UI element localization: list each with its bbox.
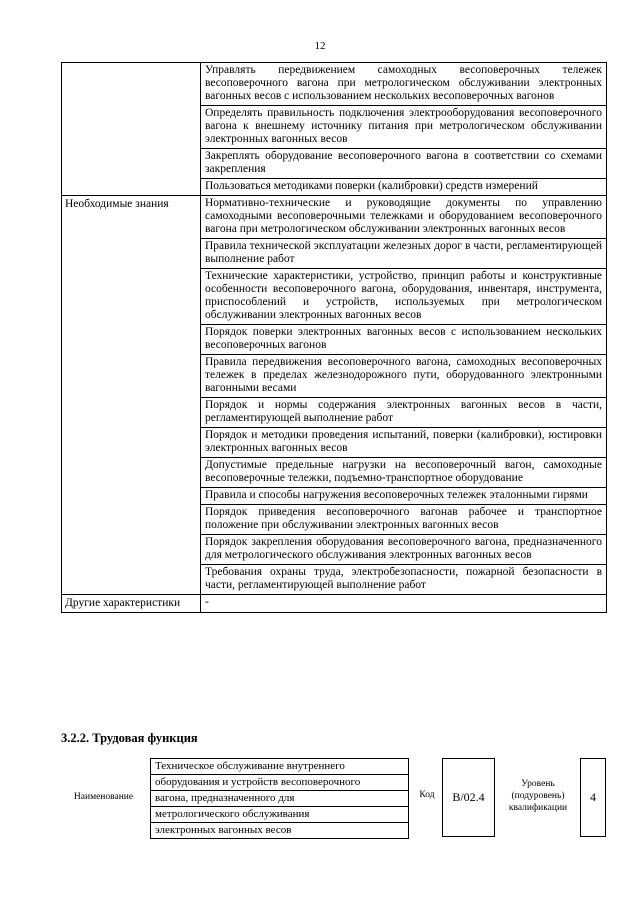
row-text: Правила технической эксплуатации железных дорог в части, регламентирующей выполнение работ	[201, 239, 607, 269]
row-text: Порядок и методики проведения испытаний, поверки (калибровки), юстировки электронных вагонных весов	[201, 428, 607, 458]
row-text: Требования охраны труда, электробезопасности, пожарной безопасности в части, регламентирующей выполнение работ	[201, 565, 607, 595]
row-text: Нормативно-технические и руководящие документы по управлению самоходными весоповерочными тележками и оборудованием весоповерочного вагона при метрологическом обслуживании электронных вагонных весов	[201, 196, 607, 239]
row-text: Порядок и нормы содержания электронных вагонных весов в части, регламентирующей выполнение работ	[201, 398, 607, 428]
table-row	[62, 595, 607, 613]
table-row	[62, 196, 607, 239]
code-label: Код	[419, 790, 435, 800]
function-name-line: электронных вагонных весов	[155, 824, 292, 836]
function-name-line: метрологического обслуживания	[151, 807, 408, 823]
requirements-table	[61, 62, 607, 613]
table-row	[62, 63, 607, 106]
qualification-level-value: 4	[580, 758, 606, 837]
row-text: Закреплять оборудование весоповерочного вагона в соответствии со схемами закрепления	[201, 149, 607, 179]
function-name-box	[150, 758, 409, 839]
row-text: -	[201, 595, 607, 613]
name-label: Наименование	[73, 792, 134, 802]
row-label	[62, 63, 201, 196]
qualification-level-label: Уровень (подуровень) квалификации	[508, 779, 568, 813]
row-text: Правила передвижения весоповерочного вагона, самоходных весоповерочных тележек в пределах железнодорожного пути, оборудованного электронными вагонными весами	[201, 355, 607, 398]
function-name-line: вагона, предназначенного для	[151, 791, 408, 807]
function-name-line: оборудования и устройств весоповерочного	[151, 775, 408, 791]
page-number: 12	[314, 40, 326, 52]
row-text: Пользоваться методиками поверки (калибровки) средств измерений	[201, 179, 607, 196]
row-text: Управлять передвижением самоходных весоповерочных тележек весоповерочного вагона при метрологическом обслуживании электронных вагонных весов с использованием нескольких весоповерочных вагонов	[201, 63, 607, 106]
row-text: Технические характеристики, устройство, принцип работы и конструктивные особенности весоповерочного вагона, оборудования, инвентаря, инструмента, приспособлений и устройств, используемых при метрологическом обслуживании электронных вагонных весов	[201, 269, 607, 325]
section-heading: 3.2.2. Трудовая функция	[61, 731, 198, 745]
row-text: Правила и способы нагружения весоповерочных тележек эталонными гирями	[201, 488, 607, 505]
row-text: Допустимые предельные нагрузки на весоповерочный вагон, самоходные весоповерочные тележки, подъемно-транспортное оборудование	[201, 458, 607, 488]
row-text: Порядок приведения весоповерочного вагонав рабочее и транспортное положение при обслуживании электронных вагонных весов	[201, 505, 607, 535]
row-label-knowledge: Необходимые знания	[62, 196, 201, 595]
row-text: Порядок закрепления оборудования весоповерочного вагона, предназначенного для метрологического обслуживания электронных вагонных весов	[201, 535, 607, 565]
row-text: Определять правильность подключения электрооборудования весоповерочного вагона к внешнему источнику питания при метрологическом обслуживании электронных вагонных весов	[201, 106, 607, 149]
code-value: B/02.4	[442, 758, 495, 837]
function-name-line: Техническое обслуживание внутреннего	[151, 759, 408, 775]
row-label-other: Другие характеристики	[62, 595, 201, 613]
row-text: Порядок поверки электронных вагонных весов с использованием нескольких весоповерочных вагонов	[201, 325, 607, 355]
